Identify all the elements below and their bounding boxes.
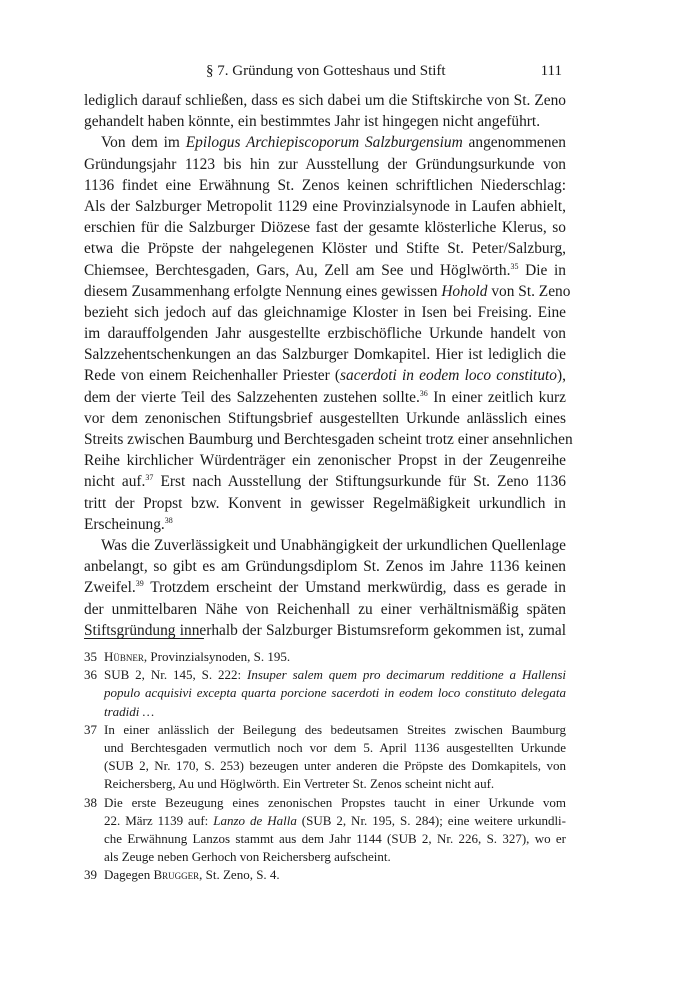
- footnote-line: Die erste Bezeugung eines zenonischen Propstes taucht in einer Urkunde vom: [104, 794, 566, 810]
- footnote-line: (SUB 2, Nr. 170, S. 253) bezeugen unter anderen die Pröpste des Domkapitels, von: [104, 758, 566, 774]
- footnote: [84, 721, 566, 794]
- footnote-number: 38: [84, 794, 97, 810]
- text-line: Chiemsee, Berchtesgaden, Gars, Au, Zell am See und Höglwörth.$^{35}$ Die in: [84, 261, 566, 279]
- footnote-line: 22. März 1139 auf: Lanzo de Halla (SUB 2, Nr. 195, S. 284); eine weitere urkundli-: [104, 812, 566, 828]
- text-line: Von dem im Epilogus Archiepiscoporum Salzburgensium angenommenen: [101, 134, 566, 152]
- footnote-line: und Berchtesgaden vermutlich noch vor dem 5. April 1136 ausgestellten Urkunde: [104, 739, 566, 755]
- text-line: anbelangt, so gibt es am Gründungsdiplom St. Zenos im Jahre 1136 keinen: [84, 558, 566, 576]
- text-line: erschien für die Salzburger Diözese fast der gesamte klösterliche Klerus, so: [84, 219, 566, 237]
- text-line: etwa die Pröpste der nahgelegenen Klöster und Stifte St. Peter/Salzburg,: [84, 240, 566, 258]
- footnote-line: Reichersberg, Au und Höglwörth. Ein Vertreter St. Zenos scheint nicht auf.: [104, 776, 495, 792]
- latin-quote: sacerdoti in eodem loco constituto: [340, 367, 558, 385]
- footnote-line: Hübner, Provinzialsynoden, S. 195.: [104, 649, 291, 664]
- text-line: Was die Zuverlässigkeit und Unabhängigkeit der urkundlichen Quellenlage: [101, 536, 566, 554]
- text-line: im darauffolgenden Jahr ausgestellte erzbischöfliche Urkunde handelt von: [84, 325, 566, 343]
- footnote-line: In einer anlässlich der Beilegung des bedeutsamen Streites zwischen Baumburg: [104, 721, 566, 737]
- text-line: Streits zwischen Baumburg und Berchtesgaden scheint trotz einer ansehnlichen: [84, 431, 573, 448]
- person-name: Hohold: [441, 282, 488, 300]
- text-line: Rede von einem Reichenhaller Priester (sacerdoti in eodem loco constituto),: [84, 367, 566, 385]
- footnote-ref[interactable]: 37: [145, 473, 154, 483]
- footnote-divider: [84, 638, 204, 639]
- text-line: Als der Salzburger Metropolit 1129 eine Provinzialsynode in Laufen abhielt,: [84, 197, 566, 215]
- text-line: nicht auf.$^{37}$ Erst nach Ausstellung der Stiftungsurkunde für St. Zeno 1136: [84, 473, 567, 491]
- paragraph: [84, 535, 566, 641]
- author-name: Brugger: [153, 867, 200, 883]
- text-line: vor dem zenonischen Stiftungsbrief ausgestellten Urkunde anlässlich eines: [84, 409, 566, 427]
- text-line: Erscheinung.$^{38}$: [84, 515, 173, 533]
- text-line: Zweifel.$^{39}$ Trotzdem erscheint der Umstand merkwürdig, dass es gerade in: [84, 579, 566, 597]
- page-number: 111: [540, 63, 562, 79]
- footnote-line: che Erwähnung Lanzos stammt aus dem Jahr 1144 (SUB 2, Nr. 226, S. 327), wo er: [104, 830, 566, 846]
- text-line: 1136 findet eine Erwähnung St. Zenos keinen schriftlichen Niederschlag:: [84, 176, 566, 194]
- text-line: Salzzehentschenkungen an das Salzburger Domkapitel. Hier ist lediglich die: [84, 346, 566, 364]
- paragraph: [84, 90, 566, 132]
- text-line: diesem Zusammenhang erfolgte Nennung eines gewissen Hohold von St. Zeno: [84, 282, 571, 300]
- running-head-title: § 7. Gründung von Gotteshaus und Stift: [206, 63, 446, 79]
- text-line: Stiftsgründung innerhalb der Salzburger Bistumsreform gekommen ist, zumal: [84, 621, 566, 639]
- footnote: [84, 666, 566, 721]
- footnote-line: als Zeuge neben Gerhoch von Reichersberg aufscheint.: [104, 849, 391, 865]
- footnote: [84, 866, 566, 884]
- text-line: gehandelt haben könnte, ein bestimmtes Jahr ist hingegen nicht angeführt.: [84, 113, 541, 131]
- paragraph: [84, 132, 573, 535]
- footnote-number: 36: [84, 667, 97, 683]
- footnote-number: 37: [84, 721, 97, 737]
- text-line: der unmittelbaren Nähe von Reichenhall zu einer verhältnismäßig späten: [84, 600, 566, 618]
- footnote-ref[interactable]: 38: [164, 515, 173, 525]
- footnote-number: 35: [84, 649, 97, 664]
- work-title: Epilogus Archiepiscoporum Salzburgensium: [185, 134, 463, 152]
- text-line: Gründungsjahr 1123 bis hin zur Ausstellung der Gründungsurkunde von: [84, 155, 566, 173]
- footnote-line: Dagegen Brugger, St. Zeno, S. 4.: [104, 867, 280, 883]
- text-line: tritt der Propst bzw. Konvent in gewisser Regelmäßigkeit urkundlich in: [84, 494, 566, 512]
- footnote-number: 39: [84, 867, 97, 883]
- footnote-ref[interactable]: 36: [419, 388, 428, 398]
- footnote-ref[interactable]: 39: [135, 579, 144, 589]
- footnote-line: populo acquisivi excepta quarta porcione sacerdoti in eodem loco constituto delegata: [104, 685, 566, 701]
- footnote-line: tradidi …: [104, 703, 155, 719]
- main-text: [84, 90, 573, 641]
- text-line: dem der vierte Teil des Salzzehenten zustehen sollte.$^{36}$ In einer zeitlich kurz: [84, 388, 566, 406]
- footnotes: [84, 648, 566, 884]
- footnote-line: SUB 2, Nr. 145, S. 222: Insuper salem quem pro decimarum redditione a Hallensi: [104, 667, 566, 683]
- author-name: Hübner: [104, 649, 144, 664]
- footnote: [84, 648, 566, 666]
- footnote-ref[interactable]: 35: [510, 261, 519, 271]
- text-line: bezieht sich jedoch auf das gleichnamige Kloster in Isen bei Freising. Eine: [84, 303, 566, 321]
- footnote: [84, 794, 566, 867]
- text-line: Reihe kirchlicher Würdenträger ein zenonischer Propst in der Zeugenreihe: [84, 452, 566, 470]
- text-line: lediglich darauf schließen, dass es sich dabei um die Stiftskirche von St. Zeno: [84, 92, 566, 109]
